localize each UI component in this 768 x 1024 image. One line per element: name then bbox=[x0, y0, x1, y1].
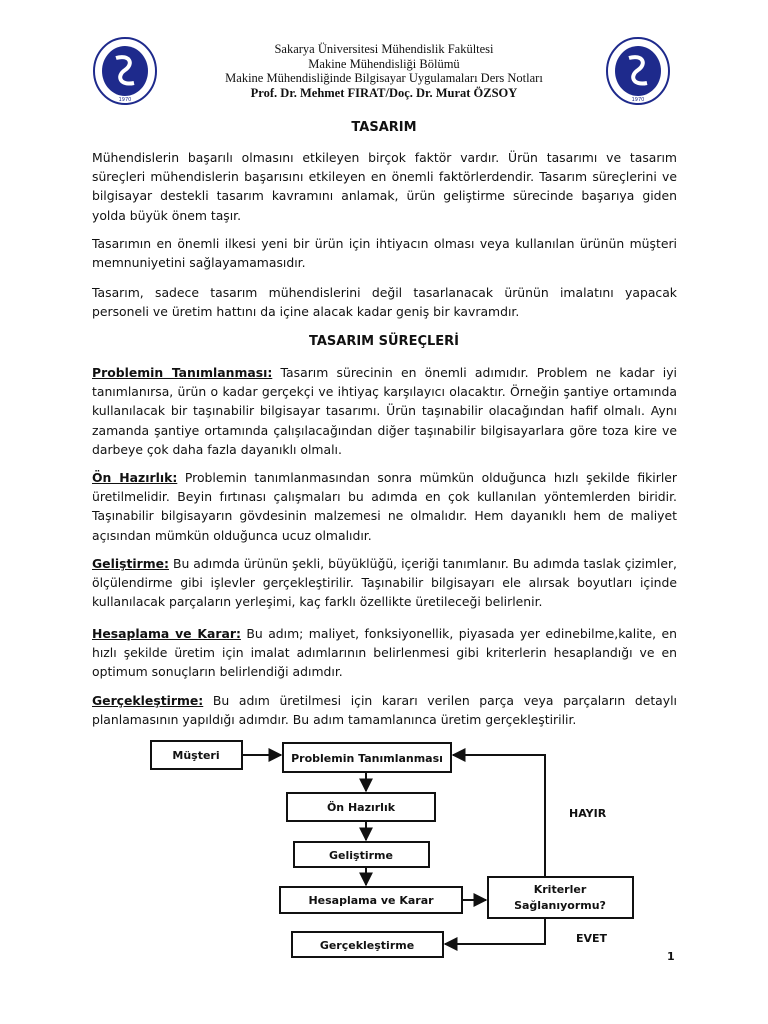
criteria-label-line1: Kriterler bbox=[533, 883, 587, 896]
page-number: 1 bbox=[667, 950, 675, 963]
step-paragraph-development bbox=[92, 554, 677, 612]
design-process-flowchart bbox=[0, 730, 768, 965]
logo-year: 1970 bbox=[631, 97, 645, 103]
header-department: Makine Mühendisliği Bölümü bbox=[308, 56, 460, 71]
no-label: HAYIR bbox=[569, 807, 607, 820]
step-term: Gerçekleştirme: bbox=[92, 693, 204, 708]
header-faculty: Sakarya Üniversitesi Mühendislik Fakültesi bbox=[274, 42, 494, 56]
page-title: TASARIM bbox=[351, 120, 417, 135]
development-label: Geliştirme bbox=[329, 849, 393, 862]
step-text: Bu adım; maliyet, fonksiyonellik, piyasada yer edinebilme,kalite, en hızlı şekilde üretim için imalat adımlarının belirlenmesi gibi kriterlerin hesaplandığı ve en optimum sonuçların belirlendiği adımdır. bbox=[92, 626, 678, 680]
intro-paragraph-3: Tasarım, sadece tasarım mühendislerini değil tasarlanacak ürünün imalatını yapacak personeli ve üretim hattını da içine alacak kadar geniş bir kavramdır. bbox=[92, 285, 677, 320]
customer-label: Müşteri bbox=[172, 749, 220, 762]
step-term: Geliştirme: bbox=[92, 556, 169, 571]
logo-year: 1970 bbox=[118, 97, 132, 103]
step-paragraph-problem bbox=[92, 363, 677, 459]
document-header bbox=[150, 42, 618, 100]
step-paragraph-calculation bbox=[92, 624, 677, 682]
step-term: Problemin Tanımlanması: bbox=[92, 365, 273, 380]
step-text: Problemin tanımlanmasından sonra mümkün olduğunca hızlı şekilde fikirler üretilmelidir. Beyin fırtınası çalışmaları bu adımda en çok kullanılan yöntemlerden biridir. Taşınabilir bilgisayarın gövdesinin malzemesi ne olmalıdır. Hem dayanıklı hem de maliyet açısından mümkün olduğunca ucuz olmalıdır. bbox=[92, 470, 677, 543]
intro-paragraph-2: Tasarımın en önemli ilkesi yeni bir ürün için ihtiyacın olması veya kullanılan ürünün müşteri memnuniyetini sağlayamamasıdır. bbox=[92, 236, 677, 271]
step-text: Bu adım üretilmesi için kararı verilen parça veya parçaların detaylı planlamasının yapıldığı adımdır. Bu adım tamamlanınca üretim gerçekleştirilir. bbox=[92, 693, 677, 728]
arrow-criteria-yes bbox=[445, 918, 545, 944]
intro-paragraph-1: Mühendislerin başarılı olmasını etkileyen birçok faktör vardır. Ürün tasarımı ve tasarım süreçleri mühendislerin başarısını etkileyen en önemli faktörlerdendir. Tasarım süreçlerini ve bilgisayar destekli tasarım kavramını anlamak, ürün geliştirme sürecinde başarıya giden yolda büyük önem taşır. bbox=[92, 150, 677, 223]
header-course: Makine Mühendisliğinde Bilgisayar Uygulamaları Ders Notları bbox=[225, 71, 543, 85]
criteria-label-line2: Sağlanıyormu? bbox=[514, 899, 606, 912]
yes-label: EVET bbox=[576, 932, 608, 945]
arrow-criteria-no-loop bbox=[453, 755, 545, 877]
header-authors: Prof. Dr. Mehmet FIRAT/Doç. Dr. Murat ÖZSOY bbox=[250, 85, 518, 100]
preparation-label: Ön Hazırlık bbox=[326, 801, 396, 814]
step-paragraph-preparation bbox=[92, 468, 677, 545]
problem-definition-label: Problemin Tanımlanması bbox=[291, 752, 443, 765]
realization-label: Gerçekleştirme bbox=[319, 939, 415, 952]
step-term: Hesaplama ve Karar: bbox=[92, 626, 241, 641]
step-term: Ön Hazırlık: bbox=[92, 470, 178, 485]
step-text: Tasarım sürecinin en önemli adımıdır. Problem ne kadar iyi tanımlanırsa, ürün o kadar gerçekçi ve ihtiyaç karşılayıcı olacaktır. Örneğin şantiye ortamında kullanılacak bir taşınabilir bilgisayar tasarımı. Ürün taşınabilir olacağından hafif olmalı. Aynı zamanda şantiye ortamında çalışılacağından diğer taşınabilir bilgisayarlara göre toza kire ve darbeye çok daha fazla dayanıklı olmalı. bbox=[92, 365, 677, 457]
step-paragraph-realization bbox=[92, 691, 677, 729]
section-title: TASARIM SÜREÇLERİ bbox=[308, 334, 459, 349]
calculation-decision-label: Hesaplama ve Karar bbox=[308, 894, 434, 907]
university-logo-left bbox=[92, 36, 158, 106]
step-text: Bu adımda ürünün şekli, büyüklüğü, içeriği tanımlanır. Bu adımda taslak çizimler, ölçülendirme gibi işlevler gerçekleştirilir. Taşınabilir bilgisayarı ele alırsak boyutları içinde kullanılacak parçaların yerleşimi, kaç farklı özellikte üretileceği belirlenir. bbox=[92, 556, 677, 610]
